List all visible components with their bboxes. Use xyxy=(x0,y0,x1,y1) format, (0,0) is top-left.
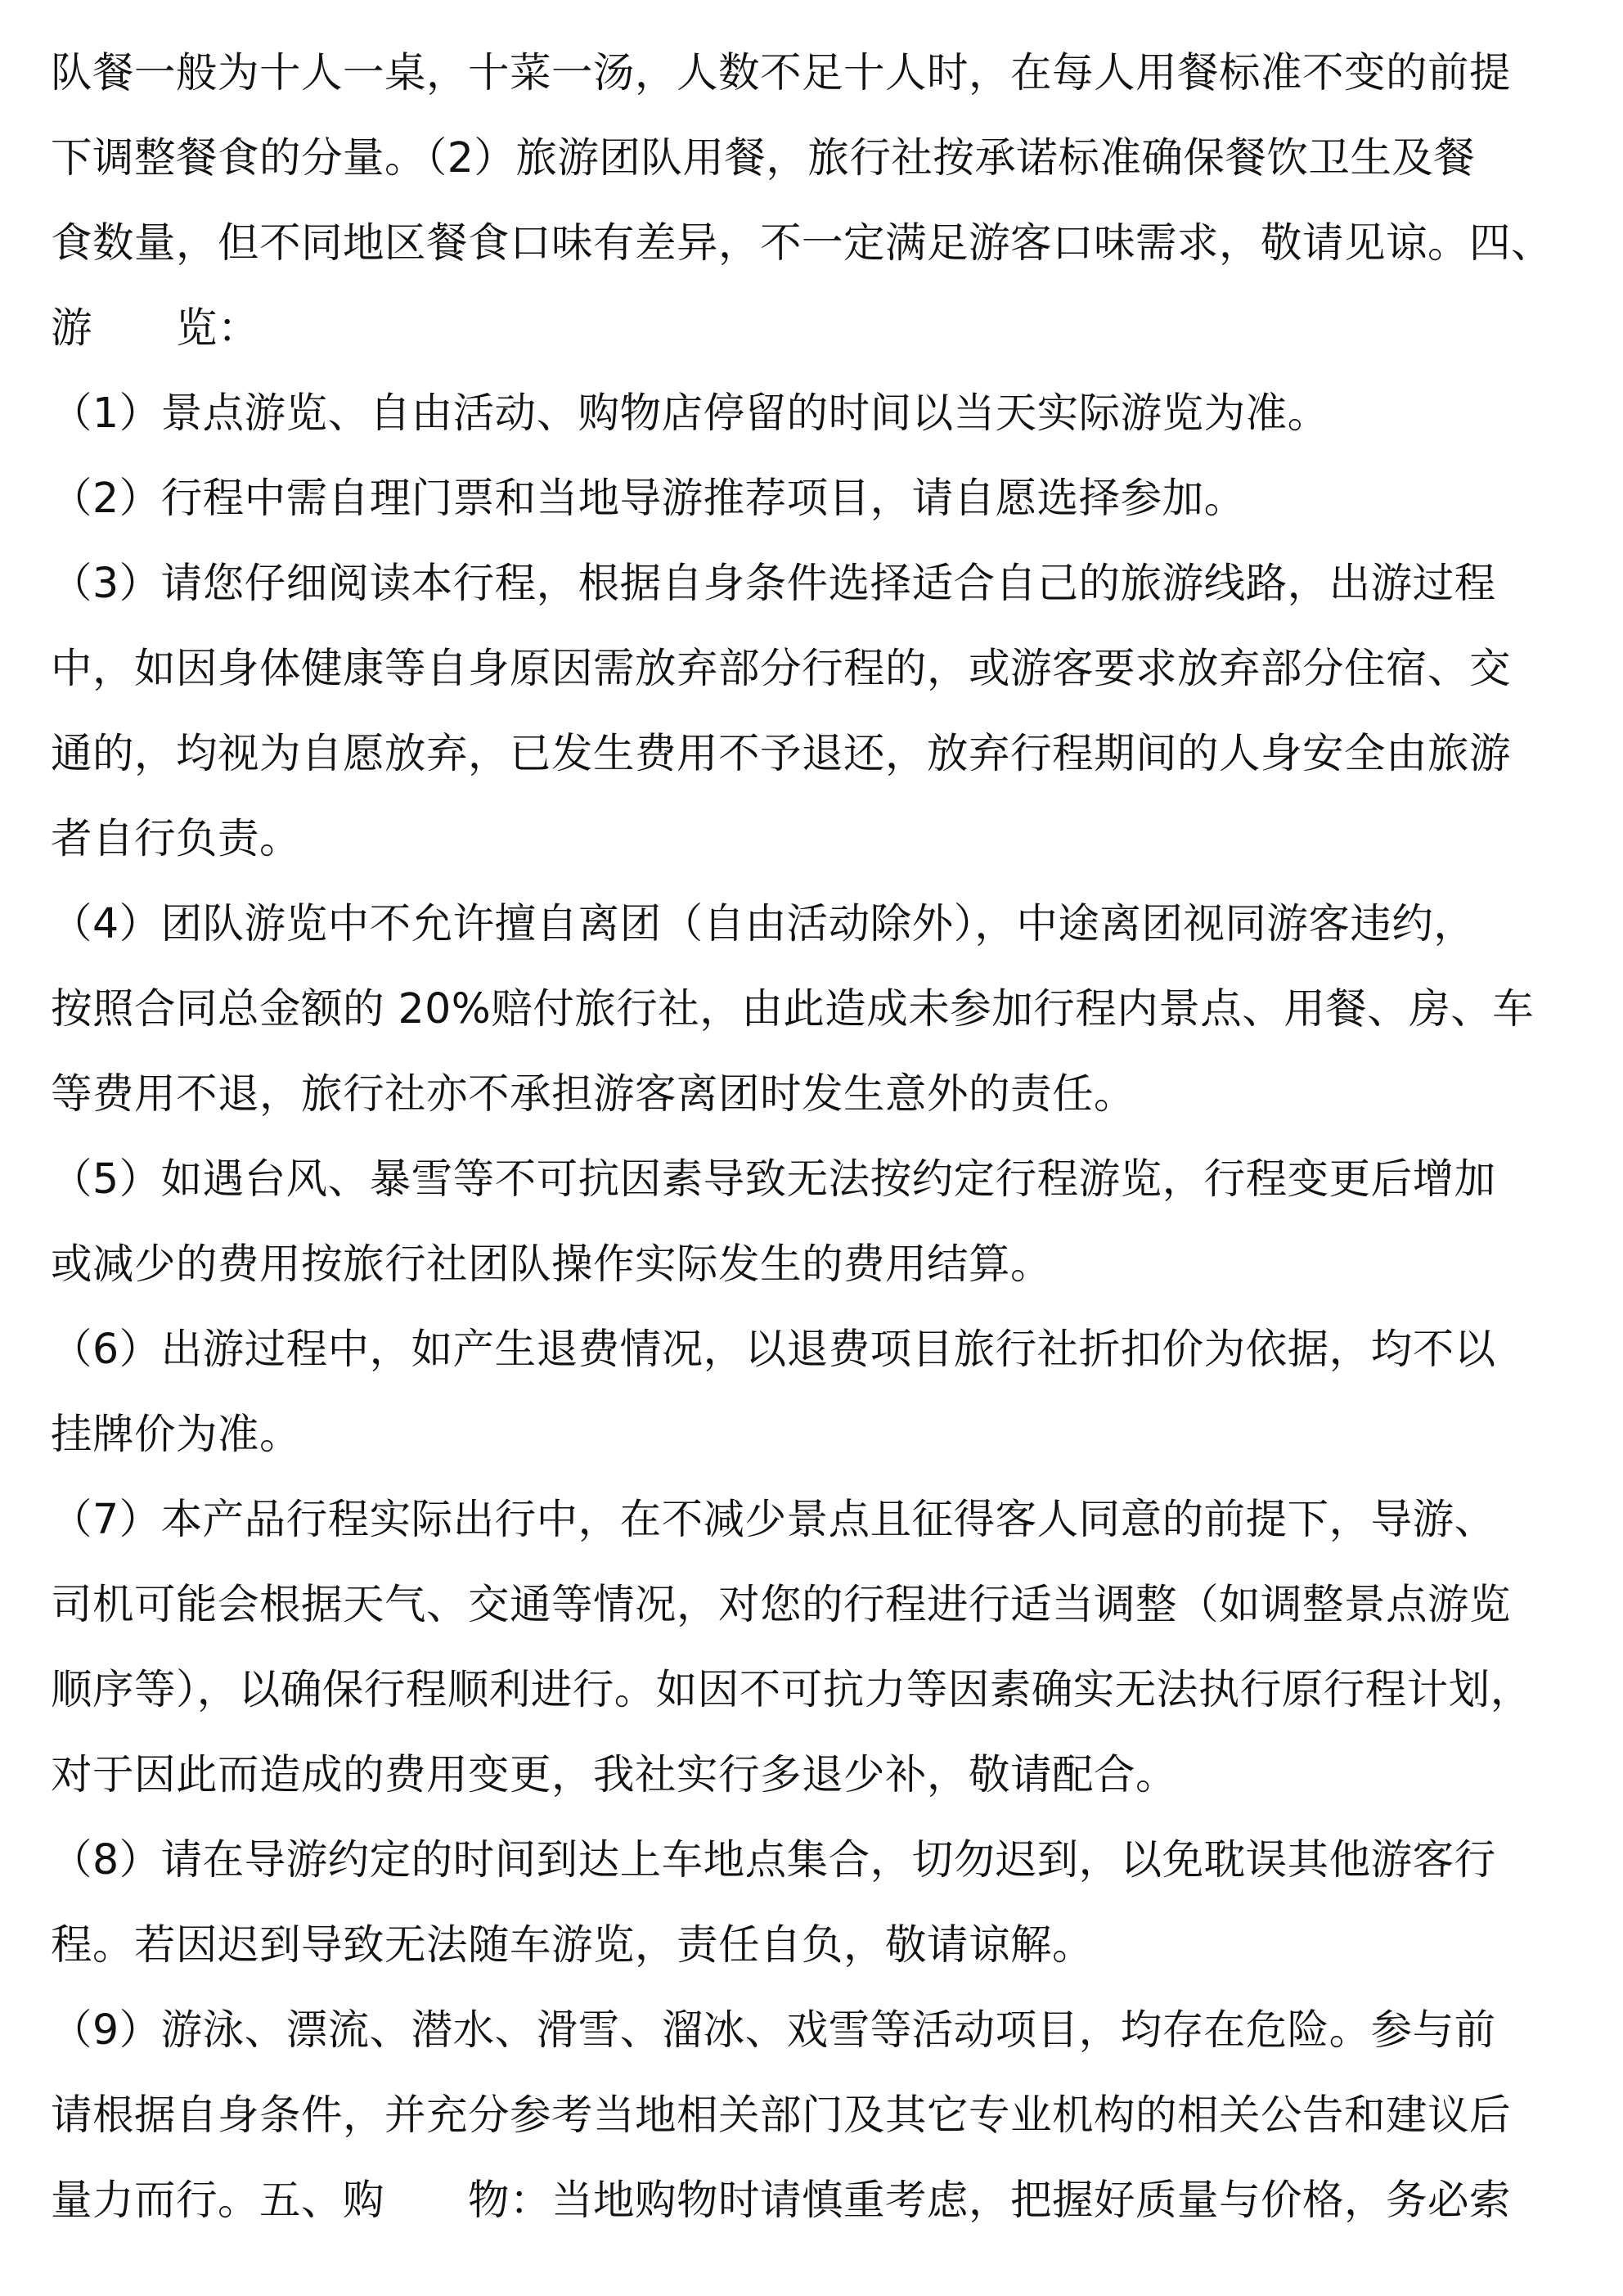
list-item: （1）景点游览、自由活动、购物店停留的时间以当天实际游览为准。 xyxy=(51,389,1329,437)
list-item: （4）团队游览中不允许擅自离团（自由活动除外），中途离团视同游客违约， xyxy=(51,899,1476,948)
text-line: 请根据自身条件，并充分参考当地相关部门及其它专业机构的相关公告和建议后 xyxy=(51,2091,1511,2139)
list-item: （7）本产品行程实际出行中，在不减少景点且征得客人同意的前提下，导游、 xyxy=(51,1495,1496,1543)
text-line: 挂牌价为准。 xyxy=(51,1410,301,1458)
list-item: （3）请您仔细阅读本行程，根据自身条件选择适合自己的旅游线路，出游过程 xyxy=(51,559,1496,607)
text-line: 量力而行。五、购 物：当地购物时请慎重考虑，把握好质量与价格，务必索 xyxy=(51,2176,1511,2224)
list-item: （8）请在导游约定的时间到达上车地点集合，切勿迟到，以免耽误其他游客行 xyxy=(51,1835,1496,1884)
text-line: 通的，均视为自愿放弃，已发生费用不予退还，放弃行程期间的人身安全由旅游 xyxy=(51,729,1511,777)
text-line: 下调整餐食的分量。（2）旅游团队用餐，旅行社按承诺标准确保餐饮卫生及餐 xyxy=(51,133,1476,182)
text-line: 顺序等），以确保行程顺利进行。如因不可抗力等因素确实无法执行原行程计划， xyxy=(51,1665,1532,1713)
text-line: 对于因此而造成的费用变更，我社实行多退少补，敬请配合。 xyxy=(51,1750,1177,1799)
text-line: 食数量，但不同地区餐食口味有差异，不一定满足游客口味需求，敬请见谅。四、 xyxy=(51,218,1553,267)
list-item: （5）如遇台风、暴雪等不可抗因素导致无法按约定行程游览，行程变更后增加 xyxy=(51,1155,1496,1203)
text-line: 者自行负责。 xyxy=(51,814,301,862)
text-line: 队餐一般为十人一桌，十菜一汤，人数不足十人时，在每人用餐标准不变的前提 xyxy=(51,48,1511,97)
text-line: 程。若因迟到导致无法随车游览，责任自负，敬请谅解。 xyxy=(51,1920,1094,1969)
list-item: （2）行程中需自理门票和当地导游推荐项目，请自愿选择参加。 xyxy=(51,474,1246,522)
text-line: 中，如因身体健康等自身原因需放弃部分行程的，或游客要求放弃部分住宿、交 xyxy=(51,644,1511,692)
text-line: 司机可能会根据天气、交通等情况，对您的行程进行适当调整（如调整景点游览 xyxy=(51,1580,1511,1628)
section-heading: 游 览： xyxy=(51,304,259,352)
text-line: 按照合同总金额的 20%赔付旅行社，由此造成未参加行程内景点、用餐、房、车 xyxy=(51,984,1535,1033)
list-item: （6）出游过程中，如产生退费情况，以退费项目旅行社折扣价为依据，均不以 xyxy=(51,1325,1496,1373)
list-item: （9）游泳、漂流、潜水、滑雪、溜冰、戏雪等活动项目，均存在危险。参与前 xyxy=(51,2006,1496,2054)
text-line: 等费用不退，旅行社亦不承担游客离团时发生意外的责任。 xyxy=(51,1069,1135,1118)
text-line: 或减少的费用按旅行社团队操作实际发生的费用结算。 xyxy=(51,1240,1052,1288)
